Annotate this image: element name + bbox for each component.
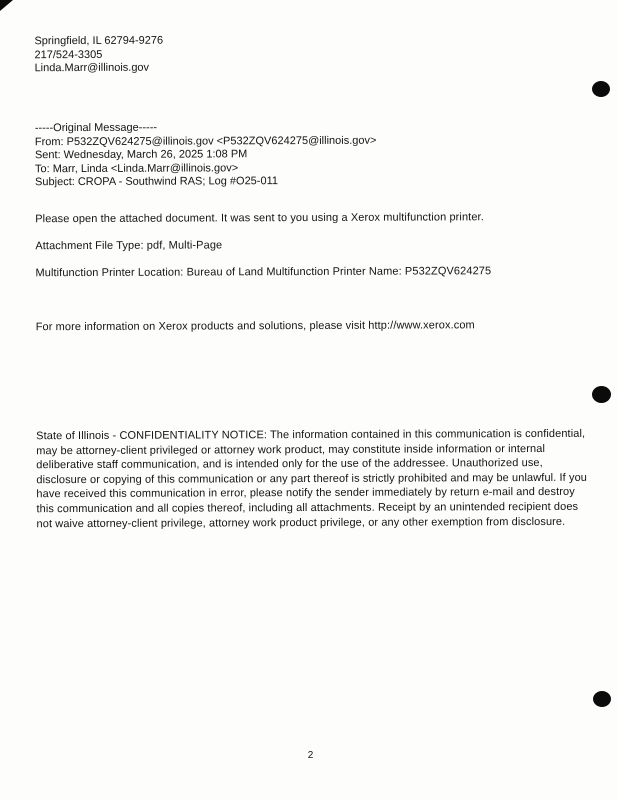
original-message-divider: -----Original Message----- — [34, 121, 158, 135]
email-sent-line: Sent: Wednesday, March 26, 2025 1:08 PM — [34, 148, 248, 162]
sender-signature-block — [34, 35, 163, 76]
email-to-line: To: Marr, Linda <Linda.Marr@illinois.gov> — [34, 162, 239, 175]
email-subject-line: Subject: CROPA - Southwind RAS; Log #O25-011 — [35, 175, 279, 189]
page-number: 2 — [307, 749, 314, 762]
sender-phone-line: 217/524-3305 — [34, 48, 103, 61]
body-intro-line: Please open the attached document. It was sent to you using a Xerox multifunction printer. — [35, 211, 484, 226]
xerox-info-line: For more information on Xerox products and solutions, please visit http://www.xerox.com — [35, 319, 475, 334]
email-header-block — [35, 121, 377, 190]
email-from-line: From: P532ZQV624275@illinois.gov <P532ZQV624275@illinois.gov> — [34, 134, 377, 148]
confidentiality-notice: State of Illinois - CONFIDENTIALITY NOTICE: The information contained in this communication is confidential, may be attorney-client privileged or attorney work product, may constitute inside information or internal deliberative staff communication, and is intended only for the use of the addressee. Unauthorized use, disclosure or copying of this communication or any part thereof is strictly prohibited and may be unlawful. If you have received this communication in error, please notify the sender immediately by return e-mail and destroy this communication and all copies thereof, including all attachments. Receipt by an unintended recipient does not waive attorney-client privilege, attorney work product privilege, or any other exemption from disclosure. — [36, 427, 588, 530]
attachment-type-line: Attachment File Type: pdf, Multi-Page — [35, 239, 223, 253]
sender-address-line: Springfield, IL 62794-9276 — [34, 34, 164, 48]
sender-email-line: Linda.Marr@illinois.gov — [34, 61, 150, 75]
printer-location-line: Multifunction Printer Location: Bureau of Land Multifunction Printer Name: P532ZQV624275 — [35, 265, 492, 280]
